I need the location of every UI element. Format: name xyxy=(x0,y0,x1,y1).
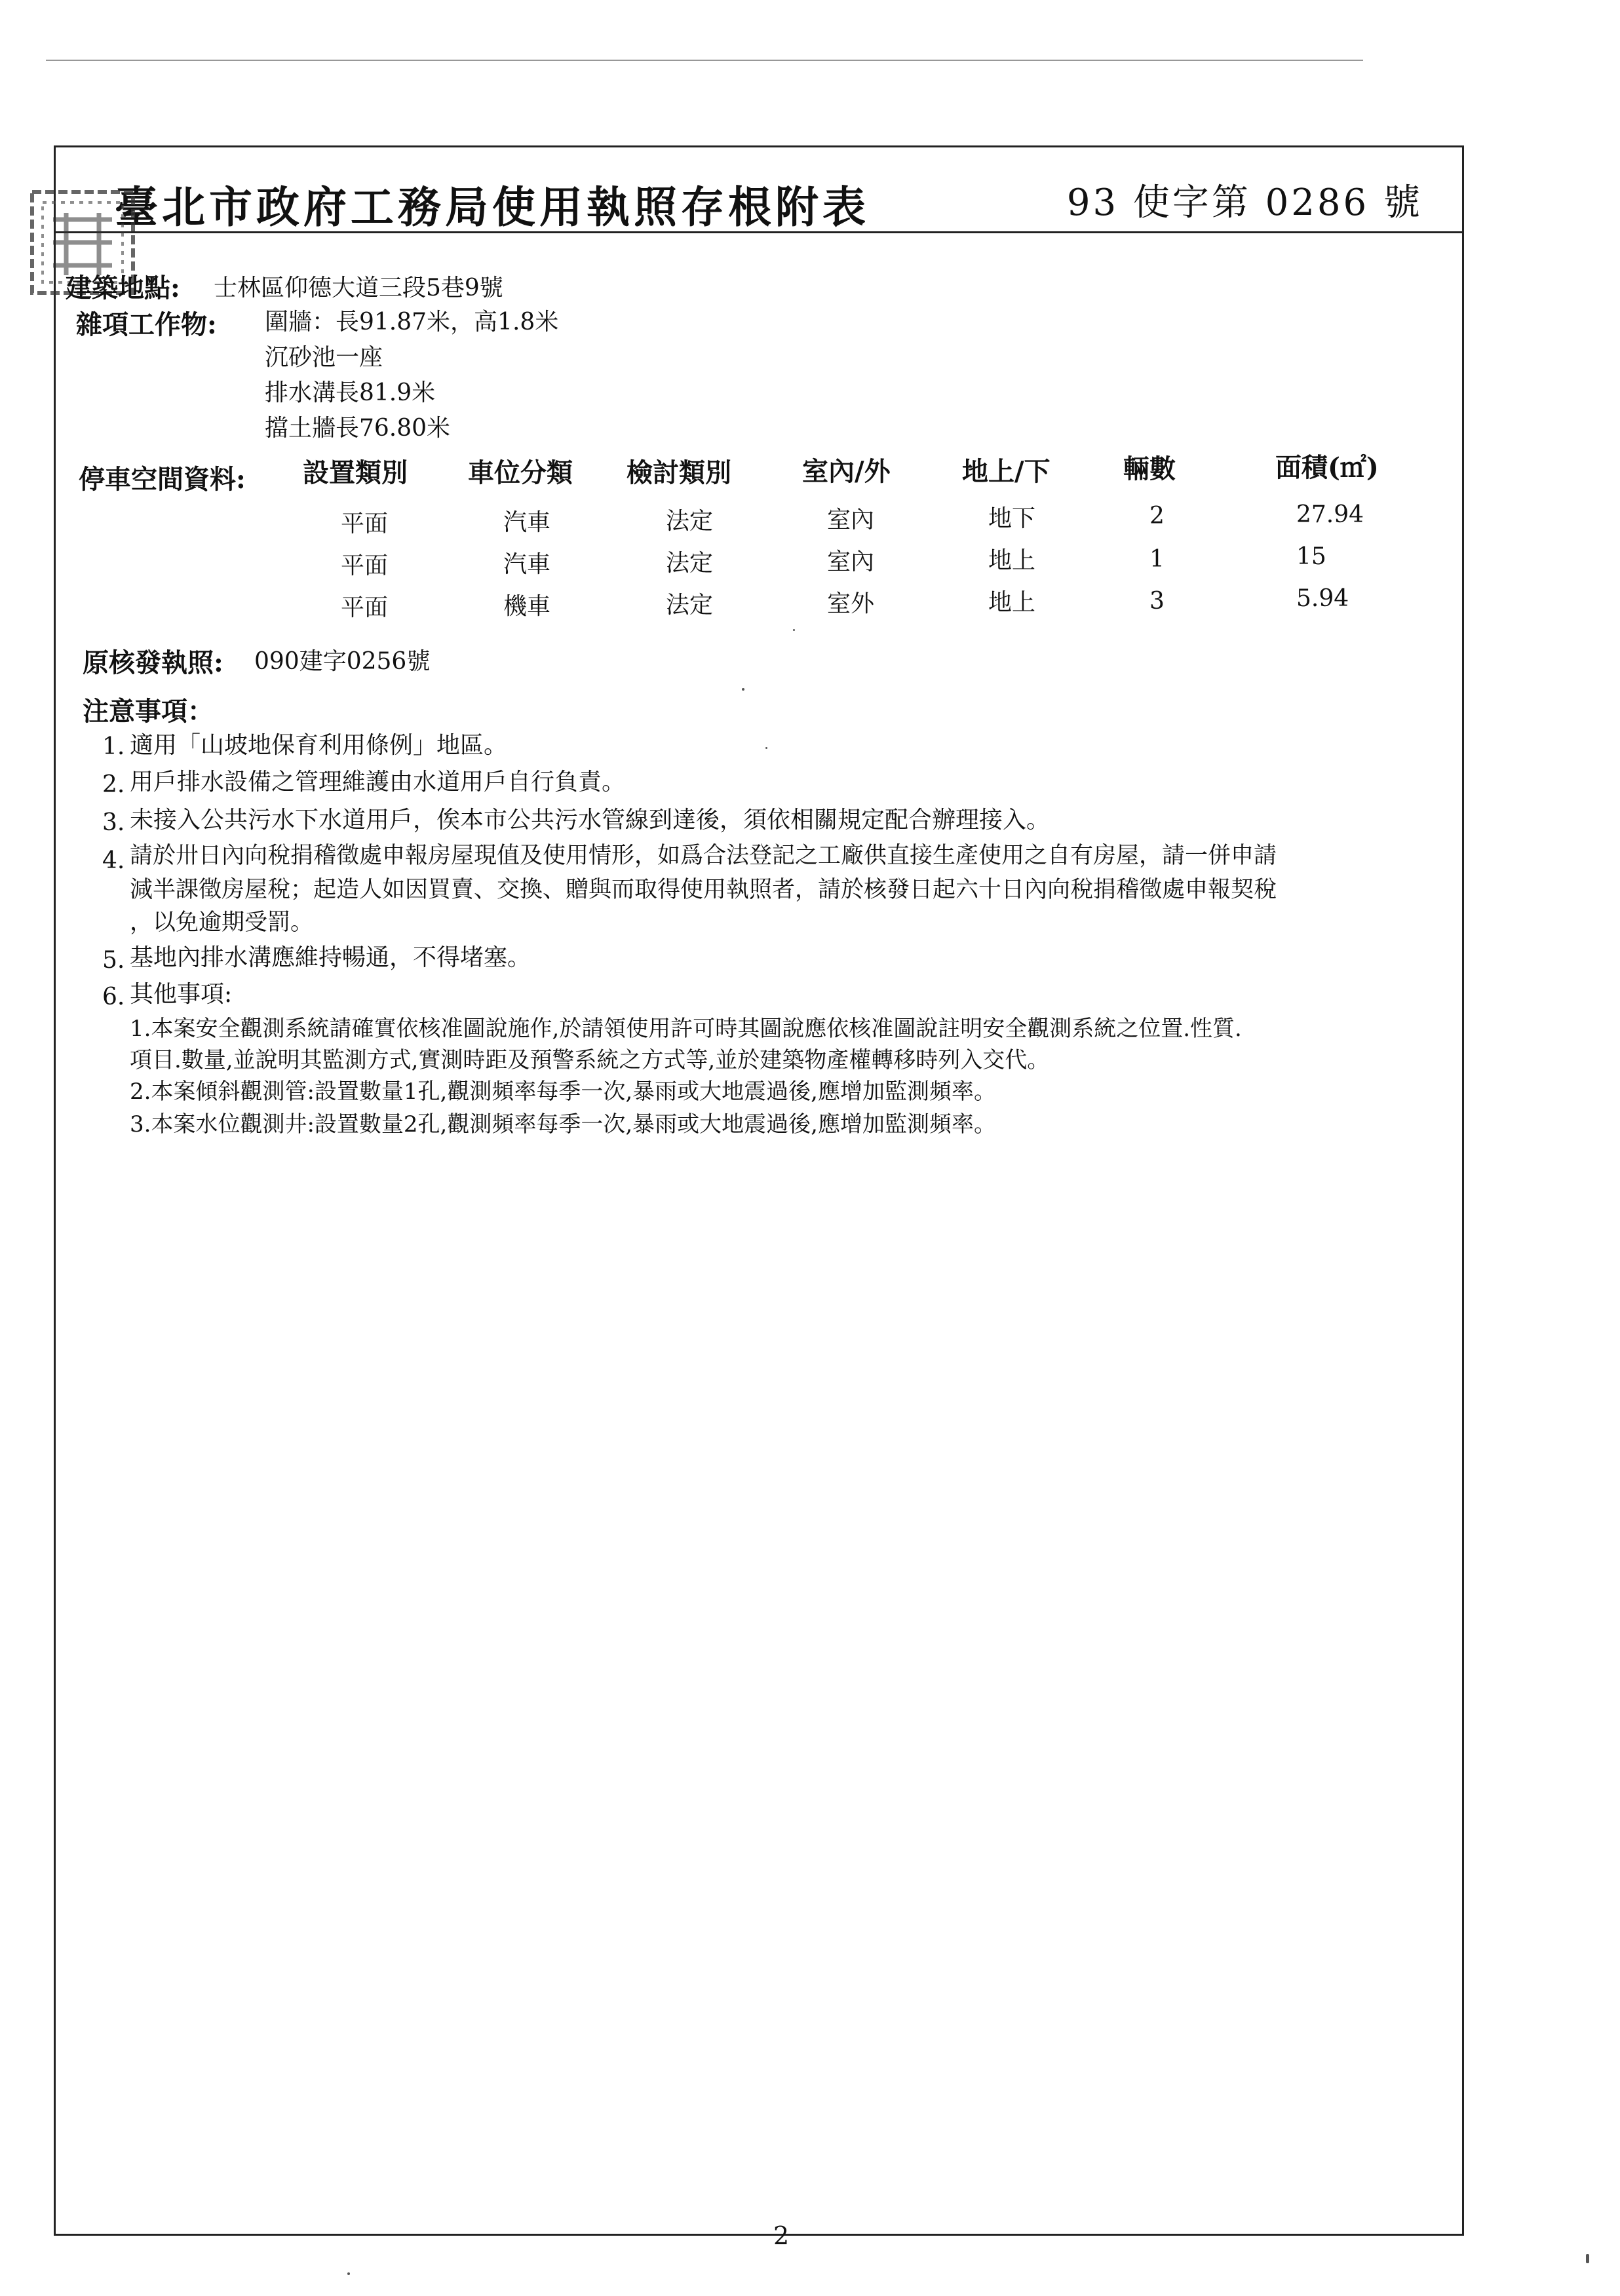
note-text: 其他事項: xyxy=(130,981,233,1008)
other-item-line: 2.本案傾斜觀測管:設置數量1孔,觀測頻率每季一次,暴雨或大地震過後,應增加監測頻率。 xyxy=(130,1079,996,1105)
parking-label: 停車空間資料: xyxy=(79,464,246,495)
parking-cell: 法定 xyxy=(666,550,714,577)
parking-cell: 法定 xyxy=(666,592,714,619)
parking-cell: 機車 xyxy=(503,593,551,620)
other-item-line: 3.本案水位觀測井:設置數量2孔,觀測頻率每季一次,暴雨或大地震過後,應增加監測頻率。 xyxy=(130,1111,996,1138)
misc-work-item: 排水溝長81.9米 xyxy=(265,379,436,406)
note-number: 1. xyxy=(102,733,125,760)
parking-cell: 1 xyxy=(1149,546,1165,573)
misc-works-label: 雜項工作物: xyxy=(76,309,217,340)
location-value: 士林區仰德大道三段5巷9號 xyxy=(214,275,503,301)
misc-work-item: 沉砂池一座 xyxy=(265,344,383,371)
note-text: 基地內排水溝應維持暢通，不得堵塞。 xyxy=(130,944,531,971)
scan-edge-line xyxy=(46,58,1363,64)
note-text-continued: 減半課徵房屋稅；起造人如因買賣、交換、贈與而取得使用執照者，請於核發日起六十日內向稅捐稽徵處申報契稅 xyxy=(130,877,1277,903)
parking-cell: 地下 xyxy=(988,505,1036,532)
note-text: 適用「山坡地保育利用條例」地區。 xyxy=(130,732,508,759)
parking-header: 地上/下 xyxy=(962,456,1051,487)
parking-cell: 平面 xyxy=(341,594,389,621)
scan-speck xyxy=(765,747,767,749)
note-number: 3. xyxy=(102,809,125,836)
parking-cell: 地上 xyxy=(988,547,1036,574)
parking-cell: 27.94 xyxy=(1296,501,1364,528)
original-permit-label: 原核發執照: xyxy=(83,647,223,678)
parking-header: 室內/外 xyxy=(802,456,891,487)
parking-cell: 室內 xyxy=(827,507,875,533)
parking-cell: 汽車 xyxy=(503,509,551,536)
other-item-line: 1.本案安全觀測系統請確實依核准圖說施作,於請領使用許可時其圖說應依核准圖說註明安全觀測系統之位置.性質. xyxy=(130,1016,1242,1042)
note-text: 未接入公共污水下水道用戶，俟本市公共污水管線到達後，須依相關規定配合辦理接入。 xyxy=(130,807,1051,833)
parking-cell: 平面 xyxy=(341,510,389,537)
parking-cell: 5.94 xyxy=(1296,585,1349,612)
parking-header: 車位分類 xyxy=(468,457,573,488)
parking-cell: 3 xyxy=(1149,588,1165,615)
scan-speck xyxy=(742,688,744,691)
other-item-line: 項目.數量,並說明其監測方式,實測時距及預警系統之方式等,並於建築物產權轉移時列入交代。 xyxy=(130,1047,1050,1073)
note-number: 5. xyxy=(102,947,125,974)
parking-cell: 法定 xyxy=(666,508,714,535)
original-permit-value: 090建字0256號 xyxy=(254,648,431,675)
note-text-continued: ，以免逾期受罰。 xyxy=(130,909,314,936)
parking-header: 檢討類別 xyxy=(627,457,731,488)
parking-cell: 汽車 xyxy=(503,551,551,578)
misc-work-item: 圍牆：長91.87米，高1.8米 xyxy=(265,309,559,335)
location-label: 建築地點: xyxy=(66,273,180,303)
note-text: 用戶排水設備之管理維護由水道用戶自行負責。 xyxy=(130,769,626,795)
note-text: 請於卅日內向稅捐稽徵處申報房屋現值及使用情形，如爲合法登記之工廠供直接生產使用之自有房屋，請一併申請 xyxy=(130,843,1277,869)
parking-cell: 15 xyxy=(1296,543,1326,570)
note-number: 6. xyxy=(102,984,125,1010)
parking-header: 設置類別 xyxy=(303,457,408,488)
parking-cell: 室內 xyxy=(827,548,875,575)
note-number: 2. xyxy=(102,771,125,798)
misc-work-item: 擋土牆長76.80米 xyxy=(265,415,451,442)
parking-cell: 平面 xyxy=(341,552,389,579)
page-number: 2 xyxy=(773,2221,790,2250)
scan-speck xyxy=(793,629,795,631)
scan-speck xyxy=(347,2272,350,2275)
form-frame xyxy=(54,145,1464,2236)
document-title: 臺北市政府工務局使用執照存根附表 xyxy=(115,182,870,233)
parking-header: 面積(㎡) xyxy=(1275,452,1379,483)
title-bar xyxy=(56,147,1462,233)
scan-speck xyxy=(1586,2254,1589,2263)
parking-cell: 室外 xyxy=(827,590,875,617)
parking-header: 輛數 xyxy=(1123,453,1176,484)
notes-label: 注意事項： xyxy=(83,696,214,727)
parking-cell: 2 xyxy=(1149,503,1165,529)
parking-cell: 地上 xyxy=(988,589,1036,616)
permit-number: 93 使字第 0286 號 xyxy=(1066,182,1423,224)
note-number: 4. xyxy=(102,847,125,874)
